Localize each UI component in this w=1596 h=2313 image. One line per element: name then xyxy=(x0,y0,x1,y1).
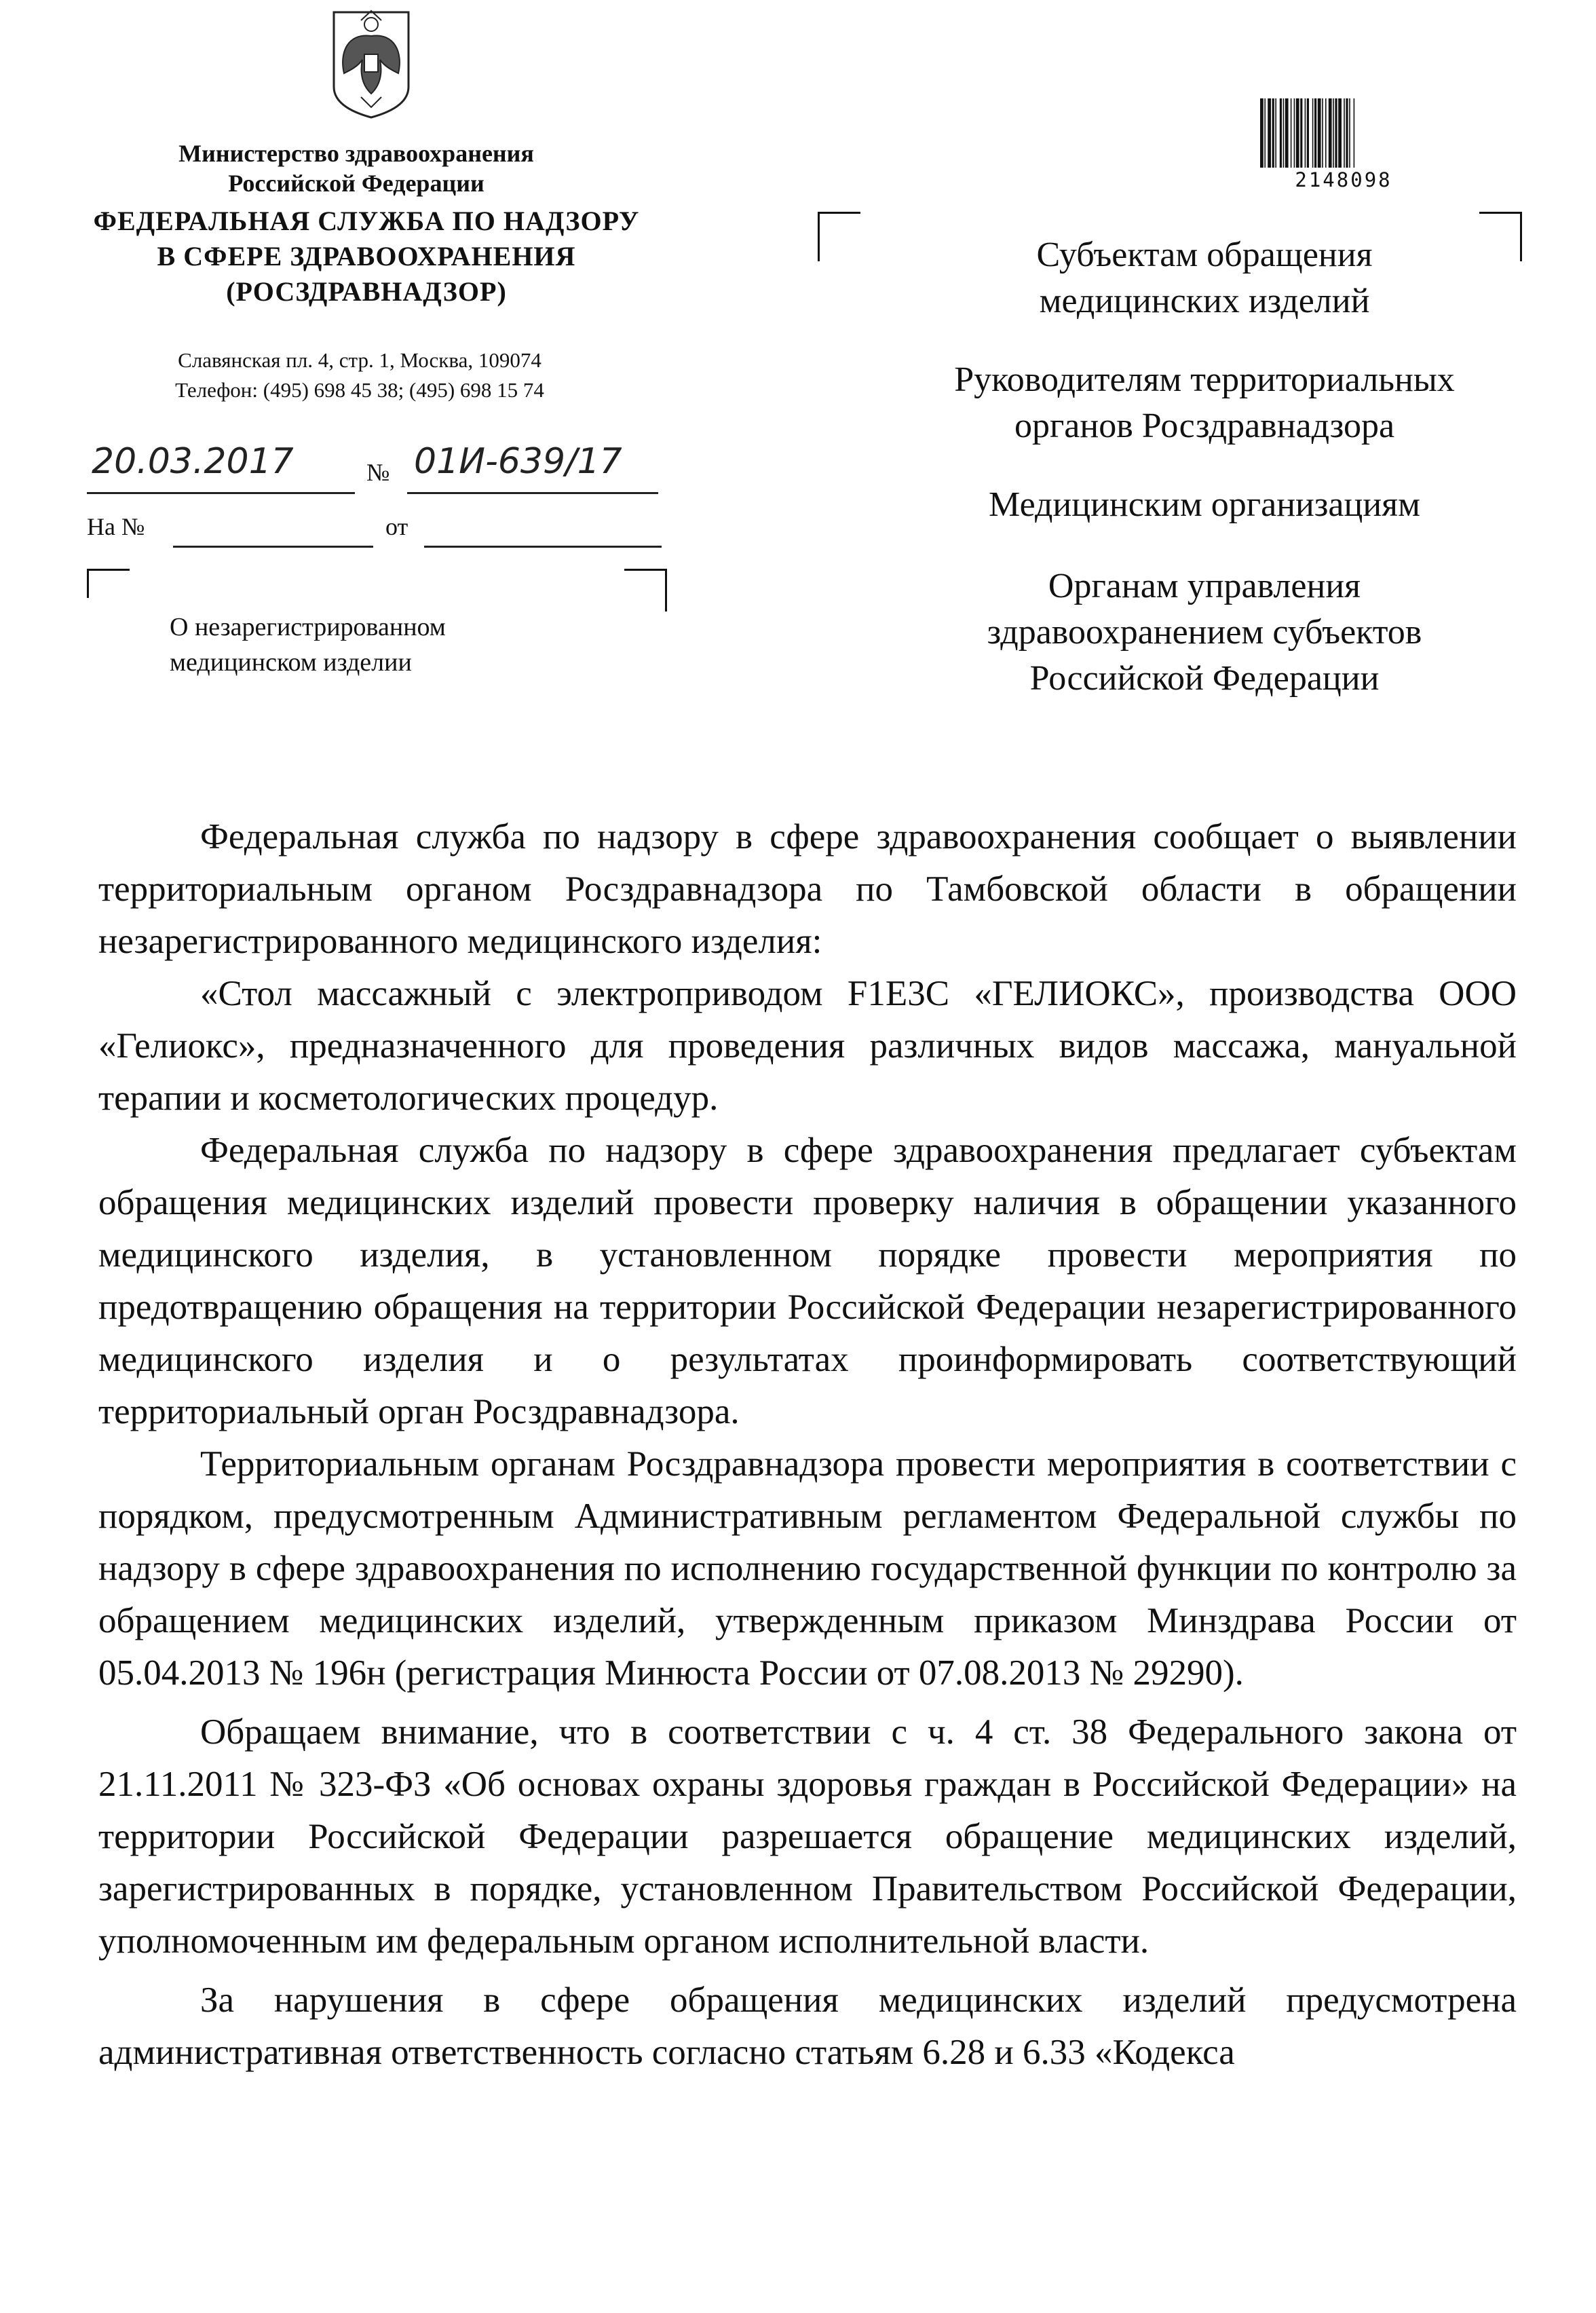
barcode-number: 2148098 xyxy=(1295,168,1392,191)
paragraph-4: Территориальным органам Росздравнадзора провести мероприятия в соответствии с порядком, предусмотренным Административным регламентом Федеральной службы по надзору в сфере здравоохранения по исполнению государственной функции по контролю за обращением медицинских изделий, утвержденным приказом Минздрава России от 05.04.2013 № 196н (регистрация Минюста России от 07.08.2013 № 29290). xyxy=(98,1444,1517,1693)
agency-address: Славянская пл. 4, стр. 1, Москва, 109074 xyxy=(178,348,542,372)
ministry-name-line1: Министерство здравоохранения xyxy=(178,140,534,167)
agency-name-line2: В СФЕРЕ ЗДРАВООХРАНЕНИЯ xyxy=(157,241,576,271)
barcode-bar xyxy=(1338,98,1342,168)
barcode-bar xyxy=(1322,98,1323,168)
letter-subject xyxy=(170,609,550,680)
barcode-bar xyxy=(1285,98,1289,168)
recipient-1-line1: Субъектам обращения xyxy=(1036,236,1373,274)
subject-bracket-left xyxy=(87,569,130,598)
barcode-bar xyxy=(1314,98,1316,168)
recipient-2-line1: Руководителям территориальных xyxy=(954,360,1455,399)
document-barcode xyxy=(1259,98,1425,168)
barcode-bar xyxy=(1296,98,1299,168)
barcode-bar xyxy=(1268,98,1271,168)
reply-date-blank xyxy=(424,544,662,548)
paragraph-6: За нарушения в сфере обращения медицинских изделий предусмотрена административная ответственность согласно статьям 6.28 и 6.33 «Кодекса xyxy=(98,1980,1517,2072)
barcode-bar xyxy=(1325,98,1327,168)
subject-line1: О незарегистрированном xyxy=(170,613,446,641)
number-underline xyxy=(407,485,658,494)
recipient-2-line2: органов Росздравнадзора xyxy=(1014,407,1395,445)
barcode-bar xyxy=(1344,98,1345,168)
barcode-bar xyxy=(1307,98,1309,168)
barcode-bar xyxy=(1275,98,1276,168)
paragraph-3: Федеральная служба по надзору в сфере здравоохранения предлагает субъектам обращения медицинских изделий провести проверку наличия в обращении указанного медицинского изделия, в установленном порядке провести мероприятия по предотвращению обращения на территории Российской Федерации незарегистрированного медицинского изделия и о результатах проинформировать соответствующий территориальный орган Росздравнадзора. xyxy=(98,1131,1517,1431)
reply-to-number-label: На № xyxy=(87,513,145,540)
subject-bracket-right xyxy=(624,569,667,612)
barcode-bar xyxy=(1329,98,1332,168)
barcode-bar xyxy=(1354,98,1355,168)
barcode-bar xyxy=(1335,98,1337,168)
barcode-bar xyxy=(1294,98,1295,168)
paragraph-1: Федеральная служба по надзору в сфере здравоохранения сообщает о выявлении территориальным органом Росздравнадзора по Тамбовской области в обращении незарегистрированного медицинского изделия: xyxy=(98,817,1517,961)
barcode-bar xyxy=(1318,98,1321,168)
paragraph-2: «Стол массажный с электроприводом F1E3C «ГЕЛИОКС», производства ООО «Гелиокс», предназначенного для проведения различных видов массажа, мануальной терапии и косметологических процедур. xyxy=(98,974,1517,1118)
recipient-1-line2: медицинских изделий xyxy=(1039,282,1370,320)
recipient-4-line1: Органам управления xyxy=(1048,567,1361,605)
recipient-1 xyxy=(882,232,1527,324)
date-underline xyxy=(87,485,355,494)
recipient-3-line1: Медицинским организациям xyxy=(989,485,1420,524)
recipients-bracket-left xyxy=(818,212,860,261)
coat-of-arms-emblem xyxy=(320,5,422,121)
recipient-3 xyxy=(882,482,1527,528)
paragraph-5: Обращаем внимание, что в соответствии с ч. 4 ст. 38 Федерального закона от 21.11.2011 № 323-ФЗ «Об основах охраны здоровья граждан в Российской Федерации» на территории Российской Федерации разрешается обращение медицинских изделий, зарегистрированных в порядке, установленном Правительством Российской Федерации, уполномоченным им федеральным органом исполнительной власти. xyxy=(98,1712,1517,1961)
registration-number: 01И-639/17 xyxy=(414,441,622,482)
agency-name-line3: (РОСЗДРАВНАДЗОР) xyxy=(226,276,507,307)
recipient-4 xyxy=(882,563,1527,702)
number-sign: № xyxy=(366,459,390,486)
reply-from-label: от xyxy=(385,513,408,540)
recipient-4-line2: здравоохранением субъектов xyxy=(987,613,1422,652)
recipient-2 xyxy=(882,357,1527,449)
barcode-bar xyxy=(1291,98,1292,168)
barcode-bar xyxy=(1272,98,1274,168)
barcode-bar xyxy=(1300,98,1302,168)
barcode-bar xyxy=(1264,98,1266,168)
barcode-bar xyxy=(1312,98,1314,168)
reply-number-blank xyxy=(173,544,373,548)
registration-date: 20.03.2017 xyxy=(92,441,294,482)
subject-line2: медицинском изделии xyxy=(170,648,412,677)
agency-phone: Телефон: (495) 698 45 38; (495) 698 15 74 xyxy=(175,378,544,402)
barcode-bar xyxy=(1349,98,1350,168)
recipient-4-line3: Российской Федерации xyxy=(1029,659,1380,698)
barcode-bar xyxy=(1283,98,1285,168)
agency-name-line1: ФЕДЕРАЛЬНАЯ СЛУЖБА ПО НАДЗОРУ xyxy=(93,206,640,236)
barcode-bar xyxy=(1346,98,1348,168)
barcode-bar xyxy=(1260,98,1264,168)
barcode-bar xyxy=(1333,98,1334,168)
barcode-bar xyxy=(1305,98,1306,168)
letter-body xyxy=(98,811,1517,2079)
barcode-bar xyxy=(1280,98,1282,168)
ministry-name-line2: Российской Федерации xyxy=(228,170,484,197)
